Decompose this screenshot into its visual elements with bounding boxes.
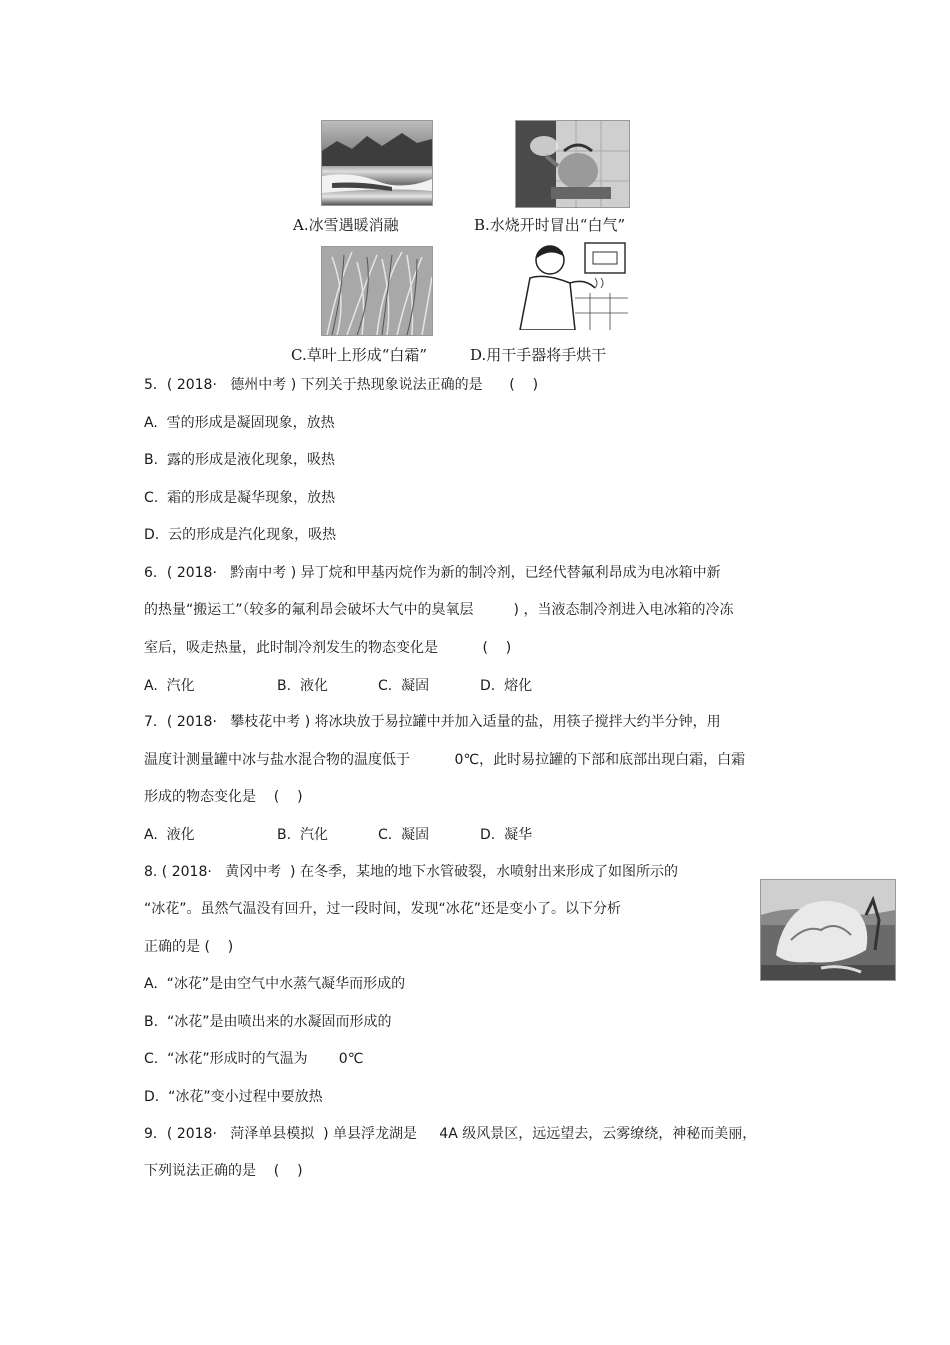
question-7-option-b: B. 汽化 xyxy=(277,827,328,843)
question-8-line-3: 正确的是 ( ) xyxy=(144,939,234,955)
question-9-line-1: 9．( 2018· 菏泽单县模拟 ) 单县浮龙湖是 4A 级风景区，远远望去，云雾缭绕，神秘而美丽， xyxy=(144,1126,757,1142)
ice-flower-photo xyxy=(760,879,896,981)
snow-melting-photo xyxy=(321,120,433,206)
question-6-option-d: D. 熔化 xyxy=(480,678,533,694)
question-7-line-2: 温度计测量罐中冰与盐水混合物的温度低于 0℃，此时易拉罐的下部和底部出现白霜，白霜 xyxy=(144,752,746,768)
question-8-option-b: B. “冰花”是由喷出来的水凝固而形成的 xyxy=(144,1014,392,1030)
question-7-option-d: D. 凝华 xyxy=(480,827,533,843)
figure-caption-b: B.水烧开时冒出“白气” xyxy=(474,216,626,234)
question-6-option-b: B. 液化 xyxy=(277,678,328,694)
frost-grass-photo xyxy=(321,246,433,336)
question-8-line-2: “冰花”。虽然气温没有回升，过一段时间，发现“冰花”还是变小了。以下分析 xyxy=(144,901,622,917)
question-6-line-3: 室后，吸走热量，此时制冷剂发生的物态变化是 ( ) xyxy=(144,640,512,656)
question-7-line-1: 7．( 2018· 攀枝花中考 ) 将冰块放于易拉罐中并加入适量的盐，用筷子搅拌大约半分钟，用 xyxy=(144,714,721,730)
question-7-line-3: 形成的物态变化是 ( ) xyxy=(144,789,303,805)
question-8-option-c: C. “冰花”形成时的气温为 0℃ xyxy=(144,1051,364,1067)
question-6-line-1: 6．( 2018· 黔南中考 ) 异丁烷和甲基丙烷作为新的制冷剂，已经代替氟利昂成为电冰箱中新 xyxy=(144,565,721,581)
question-5-stem: 5．( 2018· 德州中考 ) 下列关于热现象说法正确的是 ( ) xyxy=(144,377,539,393)
kettle-photo xyxy=(515,120,630,208)
question-5-option-d: D. 云的形成是汽化现象，吸热 xyxy=(144,527,337,543)
question-7-option-a: A. 液化 xyxy=(144,827,195,843)
question-6-option-a: A. 汽化 xyxy=(144,678,195,694)
question-5-option-a: A. 雪的形成是凝固现象，放热 xyxy=(144,415,335,431)
question-5-option-c: C. 霜的形成是凝华现象，放热 xyxy=(144,490,336,506)
question-6-line-2: 的热量“搬运工”（较多的氟利昂会破坏大气中的臭氧层 ) ，当液态制冷剂进入电冰箱的冷冻 xyxy=(144,602,734,618)
question-5-option-b: B. 露的形成是液化现象，吸热 xyxy=(144,452,335,468)
figure-caption-c: C.草叶上形成“白霜” xyxy=(291,346,428,364)
figure-caption-a: A.冰雪遇暖消融 xyxy=(293,216,399,234)
question-8-option-a: A. “冰花”是由空气中水蒸气凝华而形成的 xyxy=(144,976,406,992)
question-7-option-c: C. 凝固 xyxy=(378,827,430,843)
question-8-line-1: 8. ( 2018· 黄冈中考 ) 在冬季，某地的地下水管破裂，水喷射出来形成了如图所示的 xyxy=(144,864,678,880)
question-8-option-d: D. “冰花”变小过程中要放热 xyxy=(144,1089,323,1105)
figure-caption-d: D.用干手器将手烘干 xyxy=(470,346,607,364)
hand-dryer-drawing xyxy=(515,238,628,330)
question-6-option-c: C. 凝固 xyxy=(378,678,430,694)
question-9-line-2: 下列说法正确的是 ( ) xyxy=(144,1163,303,1179)
